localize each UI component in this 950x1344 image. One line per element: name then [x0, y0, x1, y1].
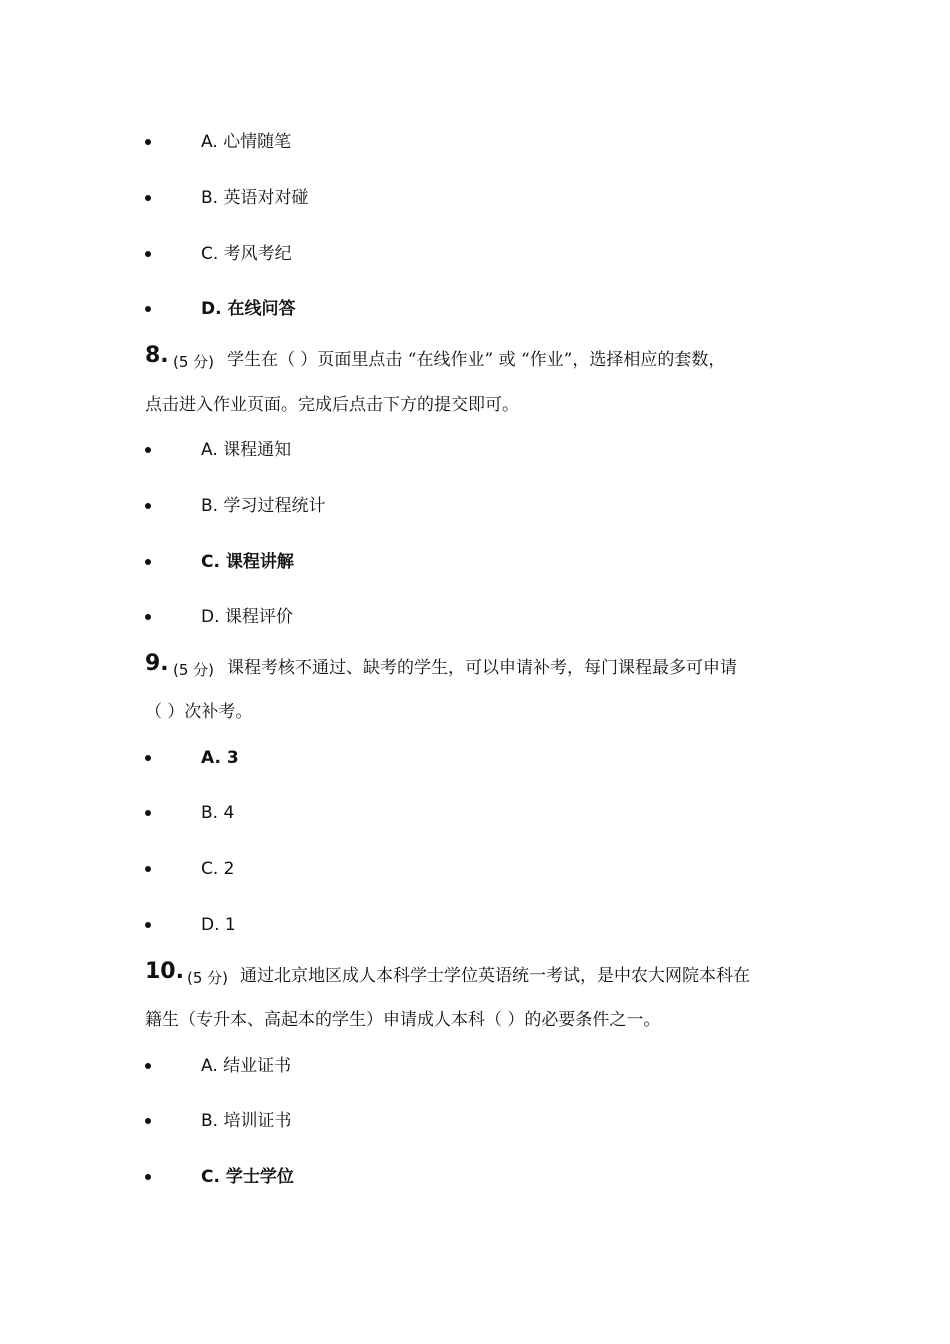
bullet-icon [145, 1118, 151, 1124]
bullet-icon [145, 1063, 151, 1069]
option-10b[interactable] [0, 1110, 700, 1140]
option-10a[interactable] [0, 1055, 700, 1085]
option-9a[interactable] [0, 747, 700, 777]
option-label-correct: C. 课程讲解 [201, 552, 294, 572]
bullet-icon [145, 306, 151, 312]
option-label: B. 学习过程统计 [201, 496, 326, 516]
bullet-icon [145, 251, 151, 257]
option-8d[interactable] [0, 606, 700, 636]
bullet-icon [145, 503, 151, 509]
question-text-line: （ ）次补考。 [145, 702, 253, 722]
option-label: A. 结业证书 [201, 1056, 292, 1076]
option-label-correct: C. 学士学位 [201, 1167, 294, 1187]
option-10c[interactable] [0, 1166, 700, 1196]
question-text-line: 通过北京地区成人本科学士学位英语统一考试，是中农大网院本科在 [240, 966, 750, 986]
option-label: A. 课程通知 [201, 440, 292, 460]
question-text-line: 学生在（ ）页面里点击 “在线作业” 或 “作业”，选择相应的套数， [227, 350, 726, 370]
option-label: D. 1 [201, 915, 236, 935]
bullet-icon [145, 810, 151, 816]
bullet-icon [145, 922, 151, 928]
question-number: 8. [145, 343, 169, 368]
option-7d[interactable] [0, 298, 700, 328]
option-7b[interactable] [0, 187, 700, 217]
bullet-icon [145, 195, 151, 201]
question-text-line: 课程考核不通过、缺考的学生，可以申请补考，每门课程最多可申请 [227, 658, 737, 678]
bullet-icon [145, 755, 151, 761]
bullet-icon [145, 447, 151, 453]
option-8b[interactable] [0, 495, 700, 525]
option-9d[interactable] [0, 914, 700, 944]
option-label-correct: A. 3 [201, 748, 239, 768]
option-8a[interactable] [0, 439, 700, 469]
option-8c[interactable] [0, 551, 700, 581]
bullet-icon [145, 1174, 151, 1180]
question-number: 10. [145, 959, 184, 984]
option-label: B. 英语对对碰 [201, 188, 309, 208]
option-label-correct: D. 在线问答 [201, 299, 296, 319]
option-7a[interactable] [0, 131, 700, 161]
question-score: (5 分) [173, 661, 215, 679]
question-score: (5 分) [173, 353, 215, 371]
option-9b[interactable] [0, 802, 700, 832]
bullet-icon [145, 614, 151, 620]
option-label: A. 心情随笔 [201, 132, 292, 152]
option-label: B. 培训证书 [201, 1111, 292, 1131]
question-number: 9. [145, 651, 169, 676]
option-label: D. 课程评价 [201, 607, 293, 627]
option-label: C. 2 [201, 859, 235, 879]
option-7c[interactable] [0, 243, 700, 273]
option-9c[interactable] [0, 858, 700, 888]
bullet-icon [145, 139, 151, 145]
option-label: C. 考风考纪 [201, 244, 292, 264]
option-label: B. 4 [201, 803, 235, 823]
bullet-icon [145, 866, 151, 872]
question-text-line: 点击进入作业页面。完成后点击下方的提交即可。 [145, 395, 519, 415]
bullet-icon [145, 559, 151, 565]
question-text-line: 籍生（专升本、高起本的学生）申请成人本科（ ）的必要条件之一。 [145, 1010, 661, 1030]
question-score: (5 分) [187, 969, 229, 987]
